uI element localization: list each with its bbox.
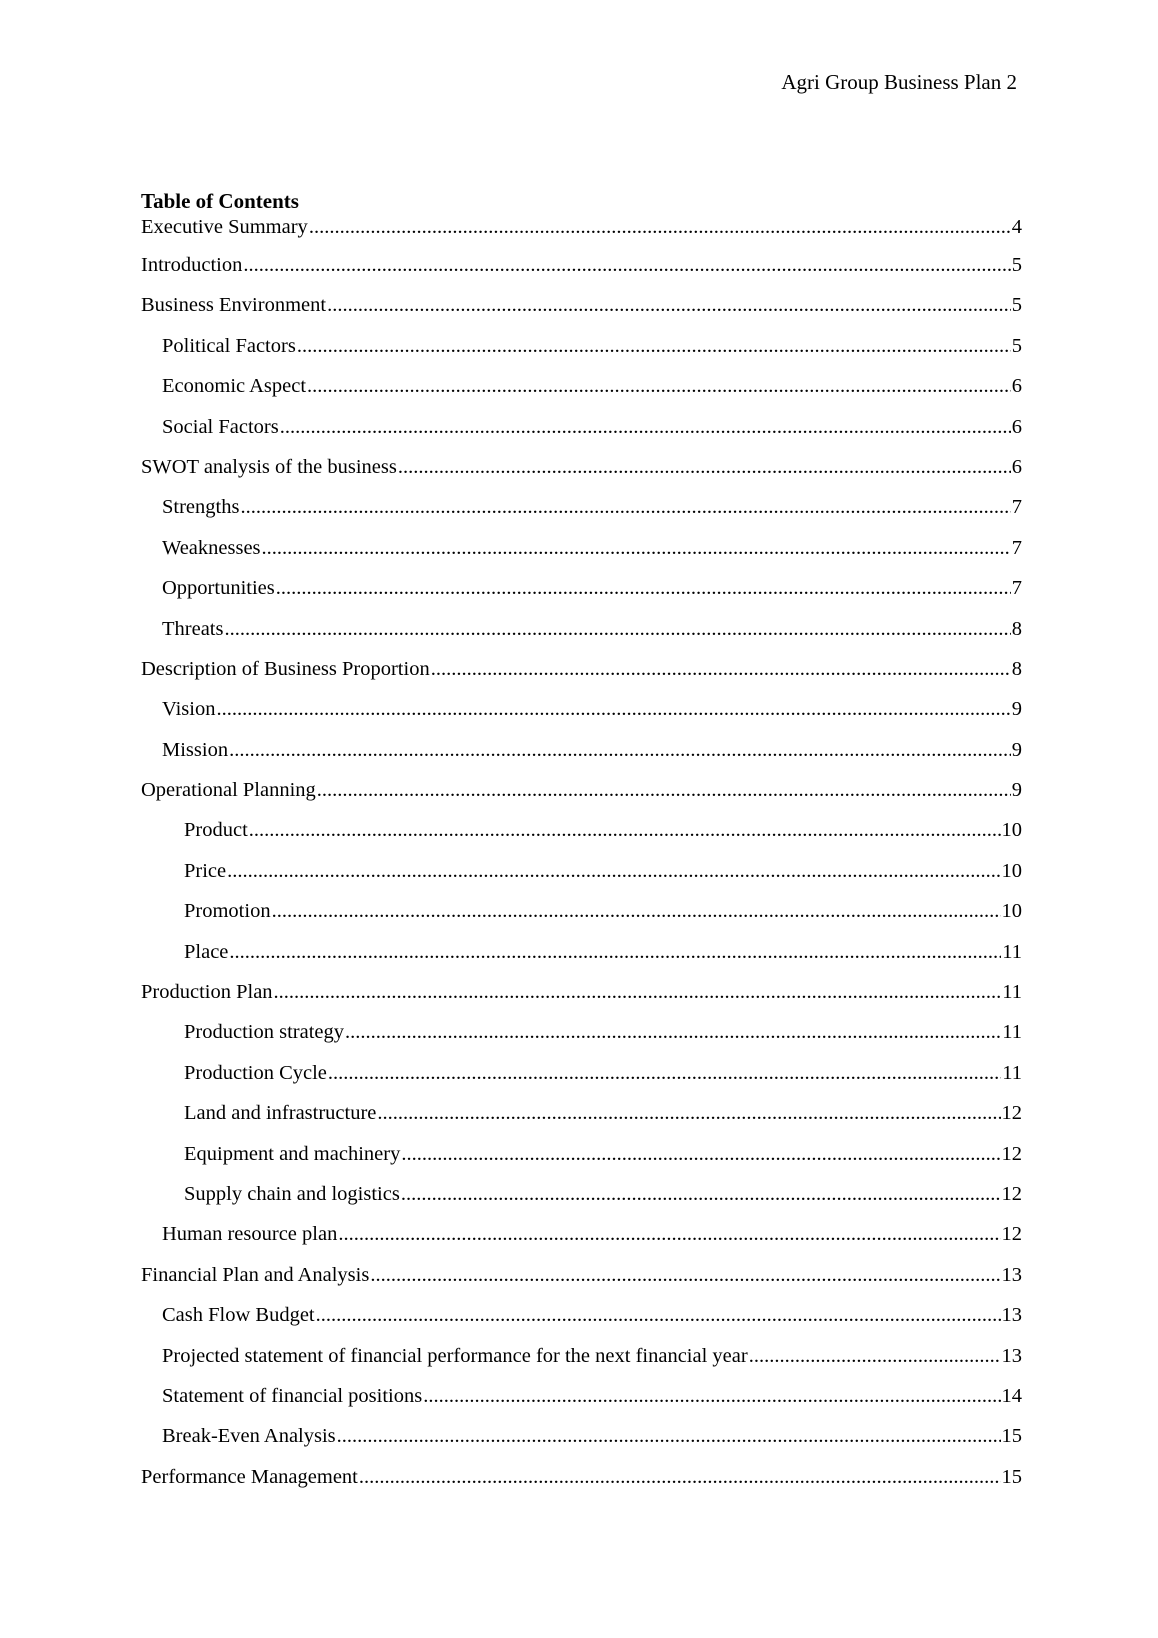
toc-entry[interactable] — [141, 1060, 1022, 1100]
toc-entry-page-number: 5 — [1011, 334, 1022, 357]
toc-entry-page-number: 14 — [1001, 1384, 1022, 1407]
toc-entry-page-number: 12 — [1001, 1223, 1022, 1246]
toc-entry-label[interactable]: SWOT analysis of the business — [141, 455, 397, 478]
toc-entry-page-number: 5 — [1011, 254, 1022, 276]
toc-dot-leader — [377, 1100, 1000, 1126]
toc-entry[interactable] — [141, 696, 1022, 736]
toc-dot-leader — [229, 939, 1001, 965]
toc-entry[interactable] — [141, 858, 1022, 898]
toc-dot-leader — [262, 535, 1011, 561]
toc-entry-label[interactable]: Political Factors — [162, 334, 296, 357]
toc-dot-leader — [243, 252, 1010, 278]
toc-dot-leader — [327, 292, 1011, 318]
toc-dot-leader — [431, 656, 1011, 682]
toc-entry-page-number: 12 — [1001, 1142, 1022, 1165]
toc-dot-leader — [398, 454, 1011, 480]
toc-dot-leader — [317, 777, 1011, 803]
toc-entry-page-number: 10 — [1001, 819, 1022, 842]
toc-entry-page-number: 9 — [1011, 779, 1022, 802]
toc-entry-label[interactable]: Cash Flow Budget — [162, 1304, 315, 1327]
toc-entry[interactable] — [141, 1019, 1022, 1059]
toc-entry-label[interactable]: Weaknesses — [162, 536, 261, 559]
toc-entry-label[interactable]: Executive Summary — [141, 216, 308, 238]
toc-entry-page-number: 7 — [1011, 577, 1022, 600]
table-of-contents — [141, 188, 1022, 1504]
toc-entry-label[interactable]: Introduction — [141, 254, 243, 276]
toc-entry-page-number: 4 — [1011, 216, 1022, 238]
toc-dot-leader — [276, 575, 1011, 601]
toc-entry-label[interactable]: Product — [184, 819, 248, 842]
toc-entry-label[interactable]: Break-Even Analysis — [162, 1425, 336, 1448]
toc-entry[interactable] — [141, 616, 1022, 656]
toc-entry[interactable] — [141, 1464, 1022, 1504]
toc-entry[interactable] — [141, 1141, 1022, 1181]
toc-entry[interactable] — [141, 1181, 1022, 1221]
toc-entry-label[interactable]: Mission — [162, 738, 229, 761]
toc-entry-page-number: 7 — [1011, 496, 1022, 519]
toc-dot-leader — [274, 979, 1002, 1005]
toc-entry[interactable] — [141, 414, 1022, 454]
toc-entry[interactable] — [141, 1423, 1022, 1463]
toc-dot-leader — [249, 817, 1001, 843]
toc-entry-label[interactable]: Description of Business Proportion — [141, 657, 430, 680]
toc-entry[interactable] — [141, 817, 1022, 857]
toc-entry-label[interactable]: Economic Aspect — [162, 375, 307, 398]
toc-dot-leader — [272, 898, 1001, 924]
toc-entry[interactable] — [141, 939, 1022, 979]
toc-entry[interactable] — [141, 1302, 1022, 1342]
toc-entry[interactable] — [141, 1221, 1022, 1261]
toc-entry-page-number: 13 — [1001, 1263, 1022, 1286]
toc-entry-label[interactable]: Business Environment — [141, 294, 327, 317]
toc-entry[interactable] — [141, 1100, 1022, 1140]
toc-entry-label[interactable]: Threats — [162, 617, 224, 640]
toc-entry[interactable] — [141, 656, 1022, 696]
toc-entry[interactable] — [141, 737, 1022, 777]
toc-dot-leader — [216, 696, 1010, 722]
toc-dot-leader — [370, 1262, 1000, 1288]
toc-title: Table of Contents — [141, 189, 299, 213]
toc-entry[interactable] — [141, 1343, 1022, 1383]
toc-dot-leader — [345, 1019, 1001, 1045]
toc-entry-label[interactable]: Statement of financial positions — [162, 1384, 423, 1407]
toc-dot-leader — [309, 214, 1011, 240]
toc-entry-label[interactable]: Strengths — [162, 496, 240, 519]
toc-entry-page-number: 12 — [1001, 1102, 1022, 1125]
toc-entry-label[interactable]: Performance Management — [141, 1465, 358, 1488]
toc-entry-page-number: 11 — [1002, 1021, 1022, 1044]
toc-dot-leader — [423, 1383, 1000, 1409]
toc-entry[interactable] — [141, 252, 1022, 292]
toc-entry-page-number: 10 — [1001, 900, 1022, 923]
toc-entry-label[interactable]: Production Plan — [141, 981, 273, 1004]
toc-entry-page-number: 6 — [1011, 375, 1022, 398]
running-title: Agri Group Business Plan 2 — [781, 70, 1017, 94]
toc-entry-label[interactable]: Production strategy — [184, 1021, 344, 1044]
toc-entry-page-number: 8 — [1011, 657, 1022, 680]
toc-entry-page-number: 12 — [1001, 1182, 1022, 1205]
toc-entry-label[interactable]: Equipment and machinery — [184, 1142, 401, 1165]
toc-entry-page-number: 13 — [1001, 1344, 1022, 1367]
toc-entry-label[interactable]: Financial Plan and Analysis — [141, 1263, 370, 1286]
toc-entry-page-number: 10 — [1001, 859, 1022, 882]
toc-entry-page-number: 15 — [1001, 1425, 1022, 1448]
toc-entry[interactable] — [141, 1383, 1022, 1423]
toc-dot-leader — [401, 1181, 1001, 1207]
toc-entry[interactable] — [141, 898, 1022, 938]
toc-entry-label[interactable]: Promotion — [184, 900, 271, 923]
toc-entry[interactable] — [141, 575, 1022, 615]
toc-entry-page-number: 15 — [1001, 1465, 1022, 1488]
toc-entry[interactable] — [141, 214, 1022, 252]
toc-entry[interactable] — [141, 454, 1022, 494]
toc-entry-page-number: 11 — [1002, 1061, 1022, 1084]
toc-entry-page-number: 6 — [1011, 455, 1022, 478]
toc-entry-label[interactable]: Production Cycle — [184, 1061, 327, 1084]
toc-entry-label[interactable]: Projected statement of financial performance for the next financial year — [162, 1344, 748, 1367]
toc-list — [141, 214, 1022, 1504]
toc-entry-page-number: 13 — [1001, 1304, 1022, 1327]
toc-dot-leader — [338, 1221, 1000, 1247]
toc-entry-label[interactable]: Social Factors — [162, 415, 279, 438]
toc-dot-leader — [337, 1423, 1001, 1449]
toc-dot-leader — [316, 1302, 1001, 1328]
toc-entry[interactable] — [141, 777, 1022, 817]
toc-entry-page-number: 7 — [1011, 536, 1022, 559]
toc-entry[interactable] — [141, 535, 1022, 575]
toc-dot-leader — [328, 1060, 1001, 1086]
toc-entry-page-number: 11 — [1002, 940, 1022, 963]
toc-entry-page-number: 5 — [1011, 294, 1022, 317]
toc-entry-label[interactable]: Price — [184, 859, 227, 882]
toc-dot-leader — [227, 858, 1000, 884]
toc-dot-leader — [307, 373, 1011, 399]
toc-entry[interactable] — [141, 373, 1022, 413]
toc-entry[interactable] — [141, 979, 1022, 1019]
toc-entry-label[interactable]: Land and infrastructure — [184, 1102, 377, 1125]
toc-dot-leader — [224, 616, 1010, 642]
page-header — [781, 69, 1017, 95]
toc-entry-page-number: 11 — [1002, 981, 1022, 1004]
toc-entry-label[interactable]: Human resource plan — [162, 1223, 338, 1246]
toc-entry-page-number: 6 — [1011, 415, 1022, 438]
toc-entry[interactable] — [141, 333, 1022, 373]
toc-entry-label[interactable]: Vision — [162, 698, 216, 721]
toc-dot-leader — [297, 333, 1011, 359]
toc-dot-leader — [229, 737, 1011, 763]
toc-entry-page-number: 9 — [1011, 698, 1022, 721]
toc-entry-page-number: 8 — [1011, 617, 1022, 640]
toc-dot-leader — [240, 494, 1010, 520]
toc-dot-leader — [749, 1343, 1001, 1369]
toc-entry[interactable] — [141, 1262, 1022, 1302]
toc-entry-label[interactable]: Operational Planning — [141, 779, 316, 802]
toc-entry[interactable] — [141, 292, 1022, 332]
toc-dot-leader — [401, 1141, 1000, 1167]
toc-entry-label[interactable]: Supply chain and logistics — [184, 1182, 400, 1205]
toc-dot-leader — [280, 414, 1011, 440]
toc-dot-leader — [359, 1464, 1001, 1490]
toc-entry-label[interactable]: Opportunities — [162, 577, 275, 600]
toc-entry[interactable] — [141, 494, 1022, 534]
toc-entry-label[interactable]: Place — [184, 940, 229, 963]
toc-entry-page-number: 9 — [1011, 738, 1022, 761]
